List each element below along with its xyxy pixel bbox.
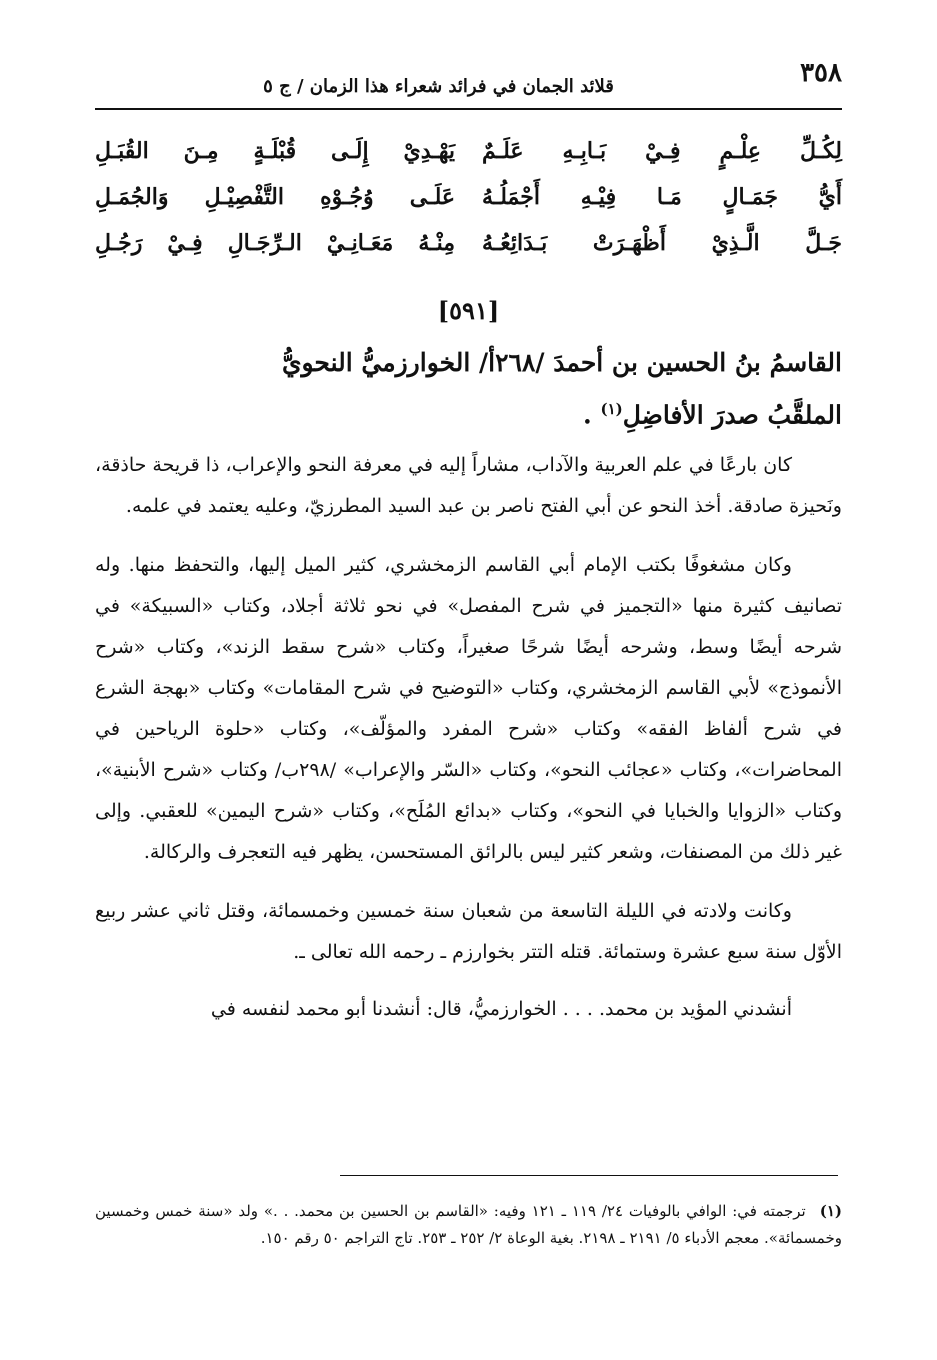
- running-title: قلائد الجمان في فرائد شعراء هذا الزمان / ج ٥: [263, 76, 614, 97]
- poem: [95, 128, 842, 266]
- entry-title: [160, 340, 842, 438]
- page-header: [95, 58, 842, 102]
- footnote-text: ترجمته في: الوافي بالوفيات ٢٤/ ١١٩ ـ ١٢١ وفيه: «القاسم بن الحسين بن محمد. . .» ولد «سنة خمس وخمسين وخمسمائة». معجم الأدباء ٥/ ٢١٩١ ـ ٢١٩٨. بغية الوعاة ٢/ ٢٥٢ ـ ٢٥٣. تاج التراجم ٥٠ رقم ١٥٠.: [95, 1202, 842, 1247]
- verse-row: [95, 128, 842, 174]
- footnote-divider: [340, 1175, 838, 1176]
- entry-number: [٥٩١]: [437, 296, 500, 325]
- paragraph: وكانت ولادته في الليلة التاسعة من شعبان سنة خمسين وخمسمائة، وقتل ثاني عشر ربيع الأوّل سنة سبع عشرة وستمائة. قتله التتر بخوارزم ـ رحمه الله تعالى ـ.: [95, 900, 842, 963]
- verse-row: [95, 174, 842, 220]
- footnote-marker: (١): [819, 1202, 843, 1220]
- header-divider: [95, 108, 842, 110]
- entry-title-line-1: القاسمُ بنُ الحسين بن أحمدَ /٢٦٨أ/ الخوارزميُّ النحويُّ: [281, 348, 842, 377]
- paragraph: كان بارعًا في علم العربية والآداب، مشاراً إليه في معرفة النحو والإعراب، ذا قريحة حاذقة، ونَحيزة صادقة. أخذ النحو عن أبي الفتح ناصر بن عبد السيد المطرزيّ، وعليه يعتمد في علمه.: [95, 454, 842, 517]
- verse-row: [95, 220, 842, 266]
- paragraph: أنشدني المؤيد بن محمد. . . . الخوارزميُّ، قال: أنشدنا أبو محمد لنفسه في: [210, 998, 792, 1020]
- paragraph: وكان مشغوفًا بكتب الإمام أبي القاسم الزمخشري، كثير الميل إليها، والتحفظ منها. وله تصانيف كثيرة منها «التجميز في شرح المفصل» في نحو ثلاثة أجلاد، وكتاب «السبيكة» في شرحه أيضًا وسط، وشرحه أيضًا شرحًا صغيراً، وكتاب «شرح سقط الزند»، وكتاب «شرح الأنموذج» لأبي القاسم الزمخشري، وكتاب «التوضيح في شرح المقامات» وكتاب «بهجة الشرع في شرح ألفاظ الفقه» وكتاب «شرح المفرد والمؤلّف»، وكتاب «حلوة الرياحين في المحاضرات»، وكتاب «عجائب النحو»، وكتاب «السّر والإعراب» /٢٩٨ب/ وكتاب «شرح الأبنية»، وكتاب «الزوايا والخبايا في النحو»، وكتاب «بدائع المُلَح»، وكتاب «شرح اليمين» للعقبي. وإلى غير ذلك من المصنفات، وشعر كثير ليس بالرائق المستحسن، يظهر فيه التعجرف والركالة.: [95, 554, 842, 863]
- body-text: [95, 445, 842, 1048]
- page-number: ٣٥٨: [800, 58, 842, 88]
- entry-title-line-2: [160, 386, 842, 438]
- entry-title-end: .: [583, 400, 601, 430]
- footnote-reference[interactable]: (١): [600, 400, 623, 418]
- verse-first-hemistich: لِكُـلِّ عِلْـمٍ فِـيْ بَـابِـهِ عَلَـمٌ: [482, 138, 842, 164]
- verse-first-hemistich: أَيُّ جَمَـالٍ مَـا فِيْـهِ أَجْمَلُـهُ: [482, 184, 842, 210]
- entry-title-line-2-text: الملقَّبُ صدرَ الأفاضِلِ: [622, 400, 842, 430]
- footnote: [95, 1198, 842, 1252]
- verse-second-hemistich: مِنْـهُ مَعَـانِـيْ الـرِّجَـالِ فِـيْ رَجُـلِ: [95, 230, 455, 256]
- verse-first-hemistich: جَـلَّ الَّـذِيْ أَظْهَـرَتْ بَـدَائِعُـهُ: [482, 230, 842, 256]
- verse-second-hemistich: يَهْـدِيْ إِلَـى قُبْلَـةٍ مِـنَ القُبَـلِ: [95, 138, 455, 164]
- verse-second-hemistich: عَلَـى وُجُـوْهِ التَّفْصِيْـلِ وَالجُمَـلِ: [95, 184, 455, 210]
